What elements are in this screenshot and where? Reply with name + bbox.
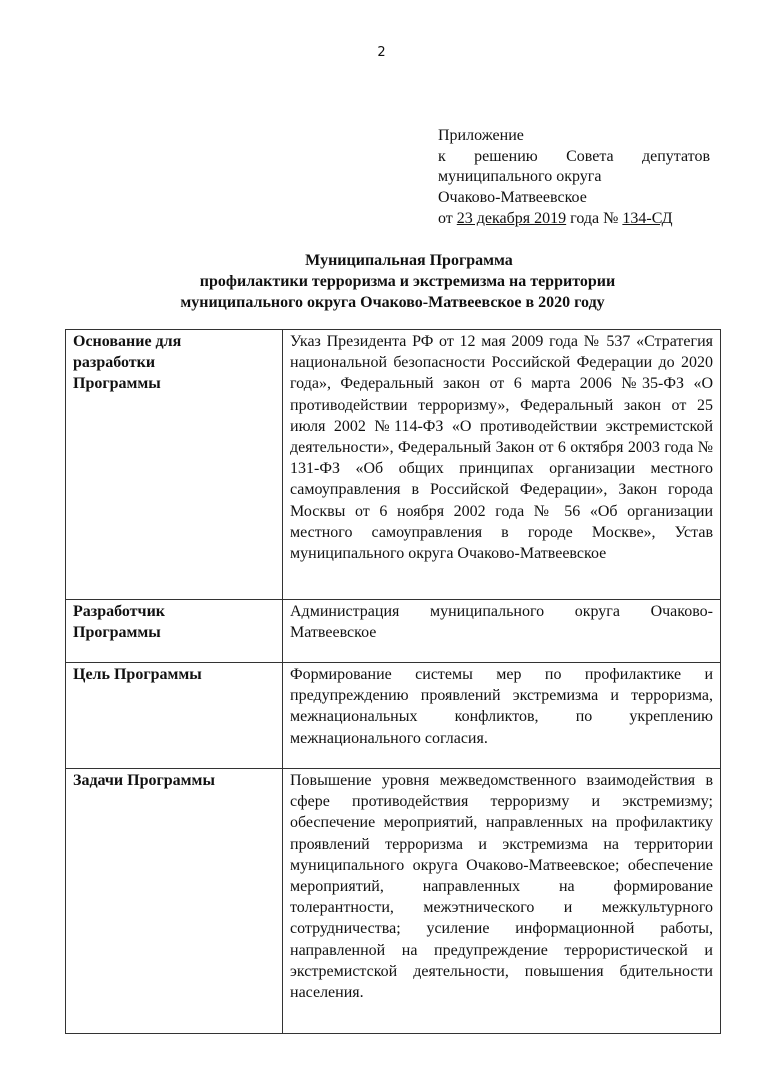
title-line-2: профилактики терроризма и экстремизма на территории xyxy=(199,273,616,290)
table-row xyxy=(66,663,721,769)
table-row xyxy=(66,769,721,1034)
date-prefix: от xyxy=(438,209,457,227)
row-label xyxy=(66,663,283,769)
document-title xyxy=(0,250,763,313)
appendix-district-name: Очаково-Матвеевское xyxy=(438,189,587,207)
row-label xyxy=(66,600,283,663)
date-mid: года № xyxy=(566,209,623,227)
appendix-decision-line: к решению Совета депутатов xyxy=(438,147,710,165)
row-label xyxy=(66,769,283,1034)
appendix-block xyxy=(438,126,710,230)
row-label xyxy=(66,330,283,600)
title-line-1: Муниципальная Программа xyxy=(305,252,513,269)
decision-number: 134-СД xyxy=(622,209,673,227)
row-value: Администрация муниципального округа Очаково-Матвеевское xyxy=(283,600,721,663)
label-line: Разработчик xyxy=(73,603,165,620)
label-line: Программы xyxy=(73,375,161,393)
row-value: Указ Президента РФ от 12 мая 2009 года № 537 «Стратегия национальной безопасности Российской Федерации до 2020 года», Федеральный закон от 6 марта 2006 №35-ФЗ «О противодействии терроризму», Федеральный закон от 25 июля 2002 №114-ФЗ «О противодействии экстремистской деятельности», Федеральный Закон от 6 октября 2003 года № 131-ФЗ «Об общих принципах организации местного самоуправления в Российской Федерации», Закон города Москвы от 6 ноября 2002 года № 56 «Об организации местного самоуправления в городе Москве», Устав муниципального округа Очаково-Матвеевское xyxy=(283,330,721,600)
table-row xyxy=(66,600,721,663)
label-line: Цель Программы xyxy=(73,666,202,683)
label-line: Программы xyxy=(73,624,161,642)
title-line-3: муниципального округа Очаково-Матвеевское в 2020 году xyxy=(180,294,605,311)
label-line: разработки xyxy=(73,354,156,372)
decision-date: 23 декабря 2019 xyxy=(456,209,567,227)
program-table xyxy=(65,329,721,1034)
table-row xyxy=(66,330,721,600)
appendix-title: Приложение xyxy=(438,127,524,144)
page-number: 2 xyxy=(377,45,386,60)
label-line: Задачи Программы xyxy=(73,772,215,789)
appendix-district-line: муниципального округа xyxy=(438,168,602,186)
label-line: Основание для xyxy=(73,333,182,350)
appendix-date-line xyxy=(438,209,710,230)
row-value: Формирование системы мер по профилактике и предупреждению проявлений экстремизма и терроризма, межнациональных конфликтов, по укреплению межнационального согласия. xyxy=(283,663,721,769)
row-value: Повышение уровня межведомственного взаимодействия в сфере противодействия терроризму и экстремизму; обеспечение мероприятий, направленных на профилактику проявлений терроризма и экстремизма на территории муниципального округа Очаково-Матвеевское; обеспечение мероприятий, направленных на формирование толерантности, межэтнического и межкультурного сотрудничества; усиление информационной работы, направленной на предупреждение террористической и экстремистской деятельности, повышения бдительности населения. xyxy=(283,769,721,1034)
